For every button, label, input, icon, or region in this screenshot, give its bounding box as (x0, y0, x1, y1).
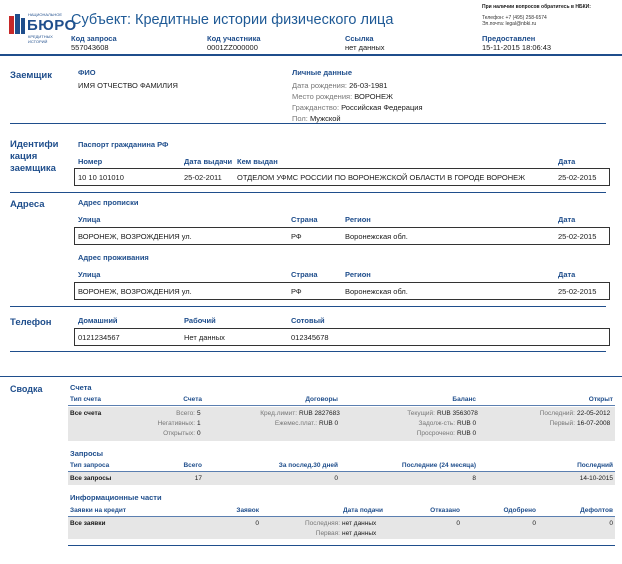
addresses-divider (10, 306, 606, 307)
info-header-applications: Заявки на кредит (70, 507, 127, 514)
accounts-negative: 1 (197, 420, 201, 427)
birth-place-row (292, 92, 393, 101)
passport-header-date: Дата (558, 157, 576, 166)
requests-24months: 8 (472, 475, 476, 482)
live-header-date: Дата (558, 270, 576, 279)
reg-date: 25-02-2015 (558, 232, 597, 241)
accounts-negative-label: Негативных: (157, 420, 195, 427)
requests-30days: 0 (334, 475, 338, 482)
requests-row-label: Все запросы (70, 475, 112, 482)
passport-header-issued: Дата выдачи (184, 157, 233, 166)
requests-header-24months: Последние (24 месяца) (401, 462, 476, 469)
info-defaults: 0 (609, 520, 613, 527)
passport-number: 10 10 101010 (78, 173, 124, 182)
accounts-debt-label: Задолж-сть: (418, 420, 455, 427)
meta-value-request: 557043608 (71, 43, 109, 52)
logo (8, 9, 77, 44)
phone-header-home: Домашний (78, 316, 118, 325)
phone-row (74, 328, 610, 346)
accounts-overdue-label: Просрочено: (416, 430, 455, 437)
passport-date: 25-02-2015 (558, 173, 597, 182)
requests-header-total: Всего (183, 462, 202, 469)
meta-label-request: Код запроса (71, 34, 117, 43)
summary-bottom-divider (68, 545, 615, 546)
accounts-monthly: RUB 0 (319, 420, 339, 427)
phone-work: Нет данных (184, 333, 225, 342)
requests-header-last: Последний (577, 462, 613, 469)
reg-region: Воронежская обл. (345, 232, 408, 241)
info-approved: 0 (532, 520, 536, 527)
accounts-header-accounts: Счета (183, 396, 202, 403)
live-address-title: Адрес проживания (78, 253, 149, 262)
contact-email: Эл.почта: legal@nbki.ru (482, 21, 537, 27)
accounts-open-label: Открытых: (163, 430, 195, 437)
identification-divider (10, 192, 606, 193)
logo-main-text: БЮРО (27, 17, 77, 34)
accounts-title: Счета (70, 383, 92, 392)
gender-row (292, 114, 341, 123)
accounts-last: 22-05-2012 (577, 410, 611, 417)
fio-value: ИМЯ ОТЧЕСТВО ФАМИЛИЯ (78, 81, 178, 90)
section-phones: Телефон (10, 317, 52, 328)
passport-title: Паспорт гражданина РФ (78, 140, 169, 149)
reg-header-street: Улица (78, 215, 101, 224)
live-street: ВОРОНЕЖ, ВОЗРОЖДЕНИЯ ул. (78, 287, 192, 296)
info-first: нет данных (342, 530, 377, 537)
requests-total: 17 (194, 475, 202, 482)
info-last-label: Последняя: (304, 520, 340, 527)
reg-address-title: Адрес прописки (78, 198, 139, 207)
meta-value-member: 0001ZZ000000 (207, 43, 258, 52)
citizenship-value: Российская Федерация (341, 103, 423, 112)
accounts-header-opened: Открыт (588, 396, 613, 403)
contact-title: При наличии вопросов обратитесь в НБКИ: (482, 4, 591, 10)
info-refused: 0 (456, 520, 460, 527)
accounts-limit-label: Кред.лимит: (260, 410, 297, 417)
reg-header-region: Регион (345, 215, 371, 224)
accounts-total: 5 (197, 410, 201, 417)
accounts-overdue: RUB 0 (457, 430, 477, 437)
accounts-open: 0 (197, 430, 201, 437)
accounts-first-label: Первый: (549, 420, 575, 427)
meta-value-provided: 15-11-2015 18:06:43 (482, 43, 552, 52)
birth-place-label: Место рождения: (292, 92, 353, 101)
live-header-country: Страна (291, 270, 318, 279)
gender-label: Пол: (292, 114, 308, 123)
info-title: Информационные части (70, 493, 162, 502)
meta-label-provided: Предоставлен (482, 34, 536, 43)
reg-header-country: Страна (291, 215, 318, 224)
accounts-limit: RUB 2827683 (299, 410, 340, 417)
section-identification-2: кация (10, 151, 38, 162)
birth-place-value: ВОРОНЕЖ (354, 92, 393, 101)
personal-label: Личные данные (292, 68, 352, 77)
accounts-row-label: Все счета (70, 410, 102, 417)
reg-header-date: Дата (558, 215, 576, 224)
requests-last: 14-10-2015 (579, 475, 613, 482)
info-applications: 0 (255, 520, 259, 527)
logo-mark-icon (8, 13, 26, 35)
requests-title: Запросы (70, 449, 104, 458)
fio-label: ФИО (78, 68, 96, 77)
info-header-approved: Одобрено (503, 507, 536, 514)
page-title: Субъект: Кредитные истории физического лица (71, 12, 394, 28)
reg-street: ВОРОНЕЖ, ВОЗРОЖДЕНИЯ ул. (78, 232, 192, 241)
meta-value-link: нет данных (345, 43, 385, 52)
phone-header-mobile: Сотовый (291, 316, 325, 325)
accounts-monthly-label: Ежемес.плат.: (274, 420, 317, 427)
info-header-count: Заявок (236, 507, 259, 514)
summary-top-divider (0, 376, 622, 377)
section-borrower: Заемщик (10, 70, 53, 81)
passport-header-issuer: Кем выдан (237, 157, 278, 166)
requests-header-30days: За послед.30 дней (278, 462, 338, 469)
accounts-header-balance: Баланс (452, 396, 476, 403)
citizenship-row (292, 103, 423, 112)
birth-date-label: Дата рождения: (292, 81, 347, 90)
meta-label-member: Код участника (207, 34, 261, 43)
passport-issue-date: 25-02-2011 (184, 173, 222, 182)
passport-header-number: Номер (78, 157, 103, 166)
birth-date-value: 26-03-1981 (349, 81, 388, 90)
accounts-current: RUB 3563078 (437, 410, 478, 417)
info-last: нет данных (342, 520, 377, 527)
header-divider (0, 54, 622, 56)
logo-bottom-text: КРЕДИТНЫХ ИСТОРИЙ (28, 34, 53, 44)
phone-home: 0121234567 (78, 333, 120, 342)
birth-date-row (292, 81, 387, 90)
meta-label-link: Ссылка (345, 34, 374, 43)
info-row-label: Все заявки (70, 520, 106, 527)
accounts-current-label: Текущий: (407, 410, 435, 417)
accounts-header-type: Тип счета (70, 396, 101, 403)
live-header-street: Улица (78, 270, 101, 279)
phone-mobile: 012345678 (291, 333, 329, 342)
info-first-label: Первая: (315, 530, 340, 537)
live-region: Воронежская обл. (345, 287, 408, 296)
accounts-total-label: Всего: (176, 410, 195, 417)
contact-phone: Телефон: +7 (495) 258-6574 (482, 15, 547, 21)
section-summary: Сводка (10, 384, 43, 394)
accounts-last-label: Последний: (539, 410, 575, 417)
borrower-divider (10, 123, 606, 124)
live-country: РФ (291, 287, 302, 296)
passport-issuer: ОТДЕЛОМ УФМС РОССИИ ПО ВОРОНЕЖСКОЙ ОБЛАСТИ В ГОРОДЕ ВОРОНЕЖ (237, 173, 526, 182)
section-identification-3: заемщика (10, 163, 56, 174)
live-date: 25-02-2015 (558, 287, 597, 296)
accounts-first: 16-07-2008 (577, 420, 611, 427)
gender-value: Мужской (309, 114, 341, 123)
accounts-debt: RUB 0 (457, 420, 477, 427)
logo-top-text: НАЦИОНАЛЬНОЕ (28, 12, 63, 17)
requests-header-type: Тип запроса (70, 462, 110, 469)
section-identification-1: Идентифи (10, 139, 59, 150)
info-header-defaults: Дефолтов (580, 507, 613, 514)
accounts-header-contracts: Договоры (305, 396, 338, 403)
live-header-region: Регион (345, 270, 371, 279)
section-addresses: Адреса (10, 199, 45, 210)
reg-country: РФ (291, 232, 302, 241)
accounts-header-line (68, 405, 615, 406)
citizenship-label: Гражданство: (292, 103, 340, 112)
phone-header-work: Рабочий (184, 316, 216, 325)
info-header-date: Дата подачи (342, 507, 383, 514)
phones-divider (10, 351, 606, 352)
info-header-refused: Отказано (430, 507, 460, 514)
